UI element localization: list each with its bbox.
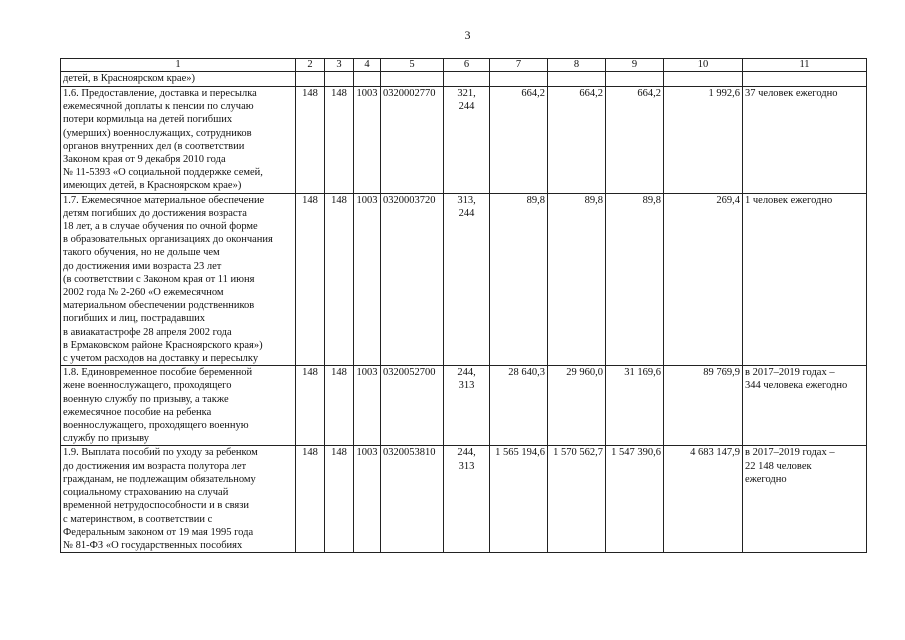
col4-value: 1003: [354, 193, 381, 366]
expense-type-code: 321, 244: [444, 87, 490, 194]
year1-amount: 664,2: [490, 87, 548, 194]
target-code: 0320052700: [381, 366, 444, 446]
row-description: 1.8. Единовременное пособие беременной жене военнослужащего, проходящего военную службу по призыву, а также ежемесячное пособие на ребенка военнослужащего, проходящего военную службу по призыву: [61, 366, 296, 446]
year3-amount: 664,2: [606, 87, 664, 194]
col3-value: 148: [325, 193, 354, 366]
total-amount: 4 683 147,9: [664, 446, 743, 553]
col2-value: 148: [296, 87, 325, 194]
result-note: 37 человек ежегодно: [743, 87, 867, 194]
col-header: 6: [444, 59, 490, 72]
table-row: [61, 446, 867, 553]
col-header: 1: [61, 59, 296, 72]
header-row: [61, 59, 867, 72]
col-header: 9: [606, 59, 664, 72]
col-header: 4: [354, 59, 381, 72]
col-header: 2: [296, 59, 325, 72]
row-description: 1.9. Выплата пособий по уходу за ребенком до достижения им возраста полутора лет гражданам, не подлежащим обязательному социальному страхованию на случай временной нетрудоспособности и в связи с материнством, в соответствии с Федеральным законом от 19 мая 1995 года № 81-ФЗ «О государственных пособиях: [61, 446, 296, 553]
target-code: 0320053810: [381, 446, 444, 553]
total-amount: 269,4: [664, 193, 743, 366]
table-row: [61, 193, 867, 366]
col-header: 10: [664, 59, 743, 72]
result-note: в 2017–2019 годах – 22 148 человек ежегодно: [743, 446, 867, 553]
target-code: 0320003720: [381, 193, 444, 366]
col4-value: 1003: [354, 366, 381, 446]
table-row: [61, 87, 867, 194]
year3-amount: 31 169,6: [606, 366, 664, 446]
col4-value: 1003: [354, 87, 381, 194]
col-header: 8: [548, 59, 606, 72]
col3-value: 148: [325, 87, 354, 194]
year1-amount: 1 565 194,6: [490, 446, 548, 553]
year1-amount: 28 640,3: [490, 366, 548, 446]
year1-amount: 89,8: [490, 193, 548, 366]
result-note: в 2017–2019 годах – 344 человека ежегодно: [743, 366, 867, 446]
col4-value: 1003: [354, 446, 381, 553]
col3-value: 148: [325, 366, 354, 446]
result-note: 1 человек ежегодно: [743, 193, 867, 366]
col-header: 5: [381, 59, 444, 72]
year3-amount: 89,8: [606, 193, 664, 366]
total-amount: 89 769,9: [664, 366, 743, 446]
expense-type-code: 313, 244: [444, 193, 490, 366]
page-number: 3: [464, 28, 471, 42]
expense-type-code: 244, 313: [444, 446, 490, 553]
col2-value: 148: [296, 193, 325, 366]
year2-amount: 29 960,0: [548, 366, 606, 446]
expense-type-code: 244, 313: [444, 366, 490, 446]
col-header: 3: [325, 59, 354, 72]
col2-value: 148: [296, 446, 325, 553]
col-header: 7: [490, 59, 548, 72]
year2-amount: 89,8: [548, 193, 606, 366]
year2-amount: 664,2: [548, 87, 606, 194]
target-code: 0320002770: [381, 87, 444, 194]
budget-table: [60, 58, 867, 553]
year3-amount: 1 547 390,6: [606, 446, 664, 553]
row-description: 1.6. Предоставление, доставка и пересылка ежемесячной доплаты к пенсии по случаю потери кормильца на детей погибших (умерших) военнослужащих, сотрудников органов внутренних дел (в соответствии Законом края от 9 декабря 2010 года № 11-5393 «О социальной поддержке семей, имеющих детей, в Красноярском крае»): [61, 87, 296, 194]
col3-value: 148: [325, 446, 354, 553]
year2-amount: 1 570 562,7: [548, 446, 606, 553]
col-header: 11: [743, 59, 867, 72]
col2-value: 148: [296, 366, 325, 446]
row-description: 1.7. Ежемесячное материальное обеспечение детям погибших до достижения возраста 18 лет, а в случае обучения по очной форме в образовательных организациях до окончания такого обучения, но не дольше чем до достижения ими возраста 23 лет (в соответствии с Законом края от 11 июня 2002 года № 2-260 «О ежемесячном материальном обеспечении родственников погибших и лиц, пострадавших в авиакатастрофе 28 апреля 2002 года в Ермаковском районе Красноярского края») с учетом расходов на доставку и пересылку: [61, 193, 296, 366]
table-row: [61, 366, 867, 446]
continuation-text: детей, в Красноярском крае»): [61, 72, 296, 87]
continuation-row: [61, 72, 867, 87]
total-amount: 1 992,6: [664, 87, 743, 194]
